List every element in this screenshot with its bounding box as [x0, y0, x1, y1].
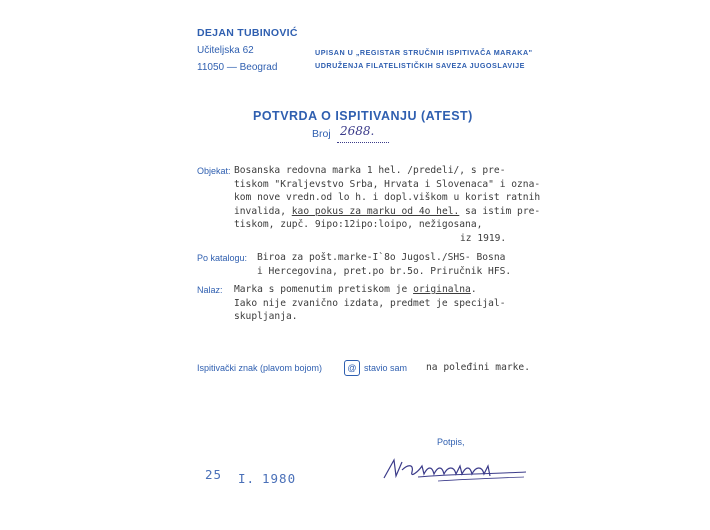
examiner-seal-icon: @: [344, 360, 360, 376]
broj-underline: [337, 142, 389, 143]
date-month: I.: [238, 471, 256, 486]
handwritten-signature: [378, 452, 533, 486]
nalaz-line: .: [470, 284, 477, 295]
objekat-line: invalida,: [234, 205, 292, 217]
objekat-line: tiskom "Kraljevstvo Srba, Hrvata i Slovenaca" i ozna-: [234, 178, 541, 190]
nalaz-text: [234, 283, 505, 324]
objekat-label: Objekat:: [197, 166, 231, 176]
signature-label: Potpis,: [437, 437, 465, 447]
nalaz-line: Iako nije zvanično izdata, predmet je specijal-: [234, 297, 506, 309]
sender-street: Učiteljska 62: [197, 45, 254, 56]
katalog-label: Po katalogu:: [197, 253, 248, 263]
katalog-text: [257, 251, 511, 278]
znak-text: na poleđini marke.: [426, 362, 530, 373]
nalaz-line: skupljanja.: [234, 311, 298, 323]
stavio-label: stavio sam: [364, 363, 408, 373]
sender-city: 11050 — Beograd: [197, 62, 278, 73]
nalaz-result: originalna: [413, 284, 471, 295]
objekat-line: tiskom, zupč. 9ipo:12ipo:loipo, nežigosana,: [234, 219, 483, 231]
document-title: POTVRDA O ISPITIVANJU (ATEST): [253, 109, 473, 123]
nalaz-label: Nalaz:: [197, 285, 223, 295]
registration-line-2: UDRUŽENJA FILATELISTIČKIH SAVEZA JUGOSLAVIJE: [315, 61, 525, 70]
objekat-text: [234, 164, 540, 232]
broj-label: Broj: [312, 128, 331, 140]
objekat-underlined: kao pokus za marku od 4o hel.: [291, 205, 460, 217]
objekat-year: iz 1919.: [460, 233, 507, 244]
objekat-line: kom nove vredn.od lo h. i dopl.viškom u korist ratnih: [234, 192, 541, 204]
katalog-line: Biroa za pošt.marke-I`8o Jugosl./SHS- Bosna: [257, 252, 506, 263]
katalog-line: i Hercegovina, pret.po br.5o. Priručnik HFS.: [257, 265, 512, 277]
objekat-line: sa istim pre-: [459, 205, 541, 217]
znak-label: Ispitivački znak (plavom bojom): [197, 363, 323, 373]
date-year: 1980: [262, 471, 297, 486]
date-day: 25: [205, 467, 223, 482]
registration-line-1: UPISAN U „REGISTAR STRUČNIH ISPITIVAČA MARAKA": [315, 48, 533, 57]
registration-block: [315, 46, 533, 72]
objekat-line: Bosanska redovna marka 1 hel. /predeli/, s pre-: [234, 165, 506, 176]
broj-value: 2688.: [340, 124, 375, 138]
nalaz-line: Marka s pomenutim pretiskom je: [234, 284, 414, 295]
sender-name: DEJAN TUBINOVIĆ: [197, 27, 298, 39]
